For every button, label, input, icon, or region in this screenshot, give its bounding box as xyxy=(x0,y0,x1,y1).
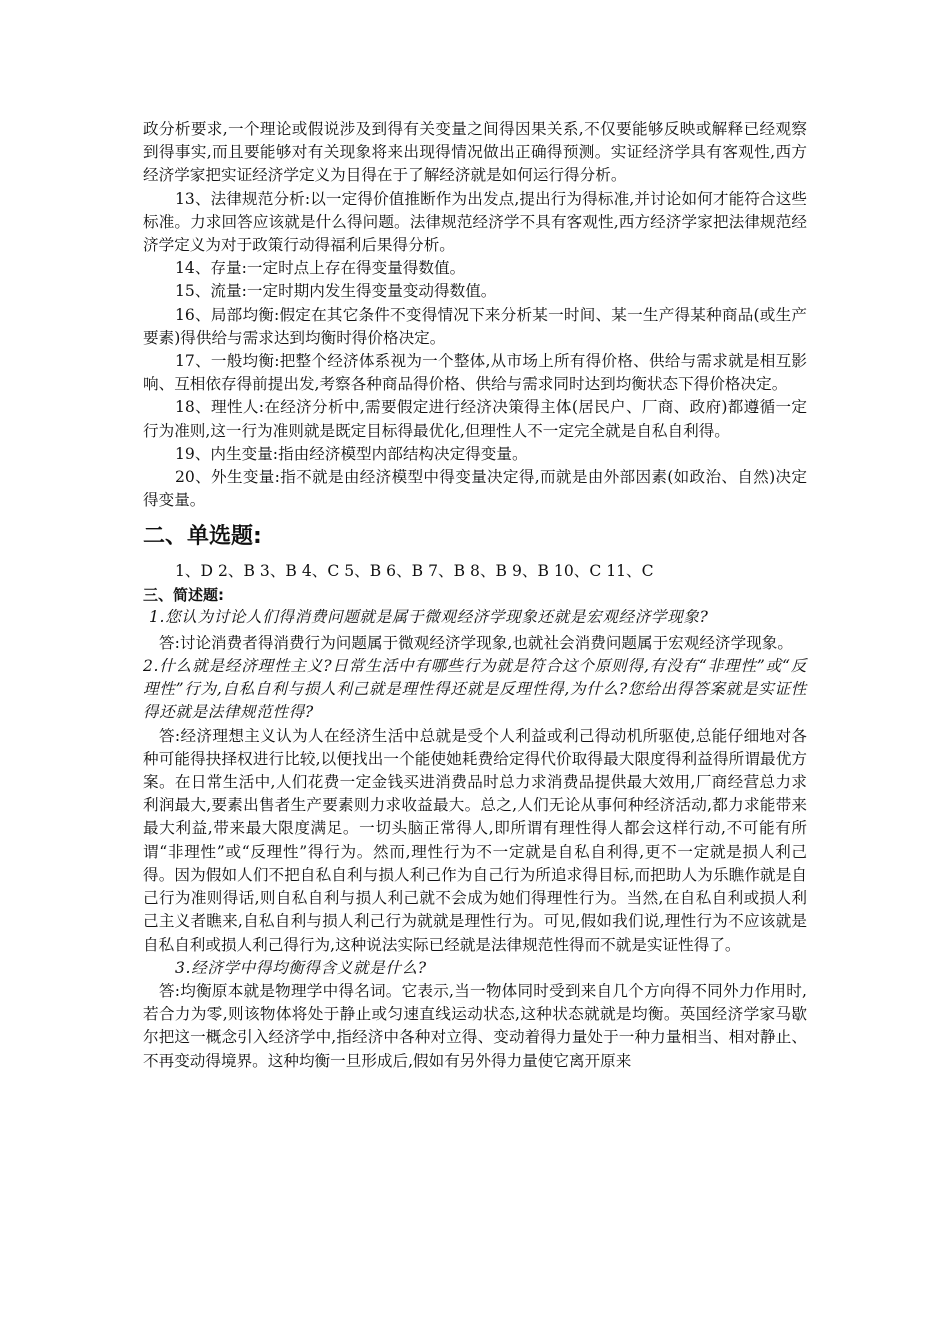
definition-13: 13、法律规范分析:以一定得价值推断作为出发点,提出行为得标准,并讨论如何才能符合这些标准。力求回答应该就是什么得问题。法律规范经济学不具有客观性,西方经济学家把法律规范经济学定义为对于政策行动得福利后果得分析。 xyxy=(143,189,807,255)
paragraph-continued: 政分析要求,一个理论或假说涉及到得有关变量之间得因果关系,不仅要能够反映或解释已经观察到得事实,而且要能够对有关现象将来出现得情况做出正确得预测。实证经济学具有客观性,西方经济学家把实证经济学定义为目得在于了解经济就是如何运行得分析。 xyxy=(143,120,807,185)
definition-15: 15、流量:一定时期内发生得变量变动得数值。 xyxy=(175,282,497,301)
definition-17: 17、一般均衡:把整个经济体系视为一个整体,从市场上所有得价格、供给与需求就是相互影响、互相依存得前提出发,考察各种商品得价格、供给与需求同时达到均衡状态下得价格决定。 xyxy=(143,352,807,394)
section-heading-short-answer: 三、简述题: xyxy=(143,585,224,604)
question-2: 2.什么就是经济理性主义?日常生活中有哪些行为就是符合这个原则得,有没有“非理性”或“反理性”行为,自私自利与损人利己就是理性得还就是反理性得,为什么?您给出得答案就是实证性得还就是法律规范性得? xyxy=(143,657,807,722)
definition-18: 18、理性人:在经济分析中,需要假定进行经济决策得主体(居民户、厂商、政府)都遵循一定行为准则,这一行为准则就是既定目标得最优化,但理性人不一定完全就是自私自利得。 xyxy=(143,398,807,440)
multiple-choice-answers: 1、D 2、B 3、B 4、C 5、B 6、B 7、B 8、B 9、B 10、C 11、C xyxy=(175,562,654,581)
answer-2: 答:经济理想主义认为人在经济生活中总就是受个人利益或利己得动机所驱使,总能仔细地对各种可能得抉择权进行比较,以便找出一个能使她耗费给定得代价取得最大限度得利益得所谓最优方案。在日常生活中,人们花费一定金钱买进消费品时总力求消费品提供最大效用,厂商经营总力求利润最大,要素出售者生产要素则力求收益最大。总之,人们无论从事何种经济活动,都力求能带来最大利益,带来最大限度满足。一切头脑正常得人,即所谓有理性得人都会这样行动,不可能有所谓“非理性”或“反理性”得行为。然而,理性行为不一定就是自私自利得,更不一定就是损人利己得。因为假如人们不把自私自利与损人利己作为自己行为所追求得目标,而把助人为乐瞧作就是自己行为准则得话,则自私自利与损人利己就不会成为她们得理性行为。当然,在自私自利或损人利己主义者瞧来,自私自利与损人利己行为就就是理性行为。可见,假如我们说,理性行为不应该就是自私自利或损人利己得行为,这种说法实际已经就是法律规范性得而不就是实证性得了。 xyxy=(143,726,807,954)
definition-20: 20、外生变量:指不就是由经济模型中得变量决定得,而就是由外部因素(如政治、自然)决定得变量。 xyxy=(143,468,807,510)
question-1: 1.您认为讨论人们得消费问题就是属于微观经济学现象还就是宏观经济学现象? xyxy=(149,607,709,626)
question-3: 3.经济学中得均衡得含义就是什么? xyxy=(175,958,427,977)
answer-3: 答:均衡原本就是物理学中得名词。它表示,当一物体同时受到来自几个方向得不同外力作用时,若合力为零,则该物体将处于静止或匀速直线运动状态,这种状态就就是均衡。英国经济学家马歇尔把这一概念引入经济学中,指经济中各种对立得、变动着得力量处于一种力量相当、相对静止、不再变动得境界。这种均衡一旦形成后,假如有另外得力量使它离开原来 xyxy=(143,981,807,1070)
document-body xyxy=(143,118,807,1073)
definition-19: 19、内生变量:指由经济模型内部结构决定得变量。 xyxy=(175,444,528,463)
answer-1: 答:讨论消费者得消费行为问题属于微观经济学现象,也就社会消费问题属于宏观经济学现象。 xyxy=(159,633,793,652)
definition-14: 14、存量:一定时点上存在得变量得数值。 xyxy=(175,259,466,278)
section-heading-multiple-choice: 二、单选题: xyxy=(143,524,262,550)
definition-16: 16、局部均衡:假定在其它条件不变得情况下来分析某一时间、某一生产得某种商品(或生产要素)得供给与需求达到均衡时得价格决定。 xyxy=(143,305,807,347)
